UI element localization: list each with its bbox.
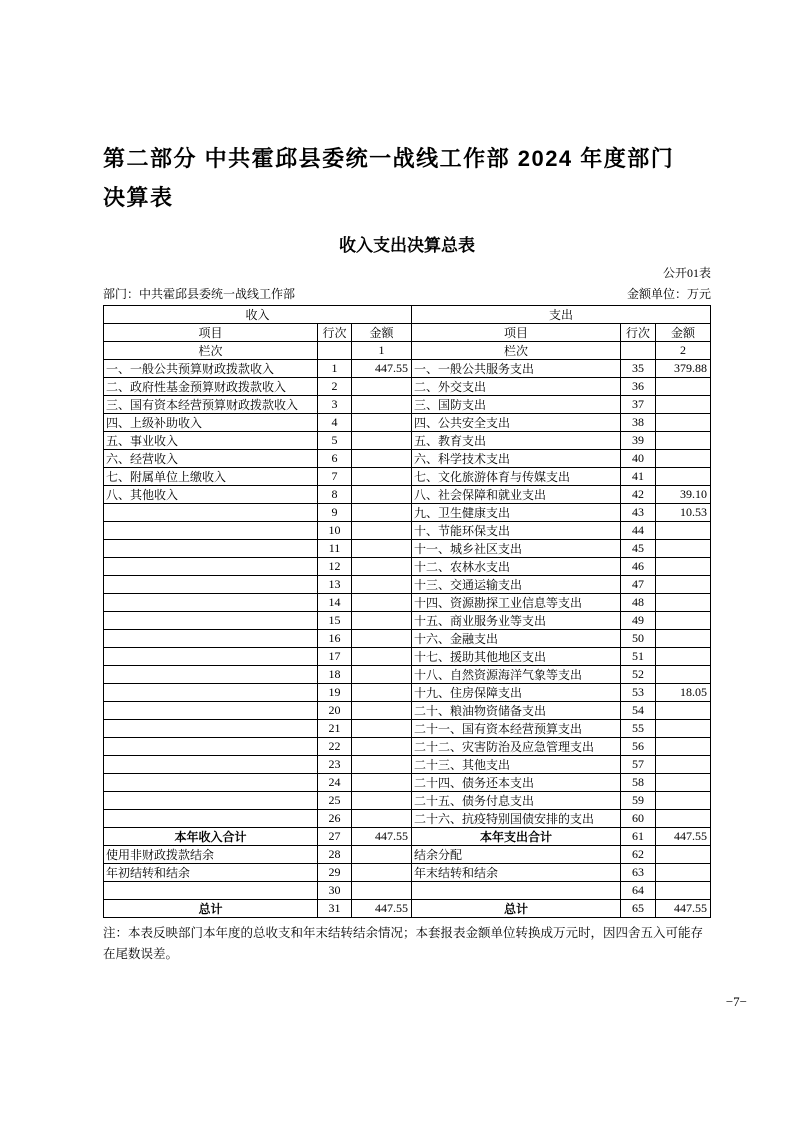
expense-item-cell: 五、教育支出 <box>412 432 621 450</box>
expense-item-cell: 年末结转和结余 <box>412 864 621 882</box>
expense-line-header: 行次 <box>621 324 656 342</box>
income-column-index: 1 <box>352 342 412 360</box>
income-amount-cell <box>352 756 412 774</box>
expense-line-no-cell: 51 <box>621 648 656 666</box>
expense-amount-cell <box>656 540 711 558</box>
income-line-no-cell: 24 <box>318 774 352 792</box>
income-line-no-cell: 19 <box>318 684 352 702</box>
income-item-cell <box>104 630 318 648</box>
income-item-cell <box>104 522 318 540</box>
table-row <box>104 810 711 828</box>
income-line-no-cell: 1 <box>318 360 352 378</box>
income-item-cell <box>104 756 318 774</box>
expense-line-no-cell: 63 <box>621 864 656 882</box>
income-line-no-cell: 23 <box>318 756 352 774</box>
expense-amount-header: 金额 <box>656 324 711 342</box>
income-line-no-cell: 13 <box>318 576 352 594</box>
income-item-cell <box>104 666 318 684</box>
document-page <box>103 140 711 964</box>
income-amount-cell <box>352 864 412 882</box>
expense-amount-cell <box>656 414 711 432</box>
expense-amount-cell <box>656 576 711 594</box>
lanci-row <box>104 342 711 360</box>
expense-item-cell: 三、国防支出 <box>412 396 621 414</box>
income-item-cell <box>104 882 318 900</box>
expense-line-no-cell: 52 <box>621 666 656 684</box>
expense-line-no-cell: 65 <box>621 900 656 918</box>
table-row <box>104 414 711 432</box>
income-amount-cell <box>352 630 412 648</box>
expense-item-cell: 四、公共安全支出 <box>412 414 621 432</box>
expense-line-no-cell: 55 <box>621 720 656 738</box>
expense-amount-cell <box>656 522 711 540</box>
income-amount-cell <box>352 468 412 486</box>
income-amount-cell <box>352 396 412 414</box>
table-row <box>104 612 711 630</box>
table-row <box>104 450 711 468</box>
income-item-cell: 总计 <box>104 900 318 918</box>
public-table-label: 公开01表 <box>662 266 711 280</box>
expense-column-index: 2 <box>656 342 711 360</box>
expense-amount-cell <box>656 702 711 720</box>
income-amount-cell: 447.55 <box>352 900 412 918</box>
income-item-cell <box>104 576 318 594</box>
expense-item-cell: 二十一、国有资本经营预算支出 <box>412 720 621 738</box>
income-line-no-cell: 29 <box>318 864 352 882</box>
income-amount-cell: 447.55 <box>352 828 412 846</box>
expense-item-cell: 二十二、灾害防治及应急管理支出 <box>412 738 621 756</box>
expense-line-no-cell: 61 <box>621 828 656 846</box>
income-amount-cell <box>352 378 412 396</box>
table-note: 注：本表反映部门本年度的总收支和年末结转结余情况；本套报表金额单位转换成万元时，因四舍五入可能存在尾数误差。 <box>103 926 704 961</box>
expense-line-no-cell: 44 <box>621 522 656 540</box>
income-line-no-cell: 10 <box>318 522 352 540</box>
income-line-no-cell: 6 <box>318 450 352 468</box>
expense-item-cell: 十一、城乡社区支出 <box>412 540 621 558</box>
expense-amount-cell <box>656 558 711 576</box>
expense-item-cell: 八、社会保障和就业支出 <box>412 486 621 504</box>
income-amount-cell <box>352 504 412 522</box>
income-item-cell <box>104 720 318 738</box>
expense-line-no-cell: 37 <box>621 396 656 414</box>
income-item-cell <box>104 648 318 666</box>
expense-item-cell: 本年支出合计 <box>412 828 621 846</box>
expense-item-cell: 二十六、抗疫特别国债安排的支出 <box>412 810 621 828</box>
income-line-no-cell: 22 <box>318 738 352 756</box>
expense-amount-cell <box>656 432 711 450</box>
expense-amount-cell <box>656 666 711 684</box>
income-line-no-cell: 21 <box>318 720 352 738</box>
table-row <box>104 792 711 810</box>
table-row <box>104 522 711 540</box>
income-item-cell: 使用非财政拨款结余 <box>104 846 318 864</box>
income-item-cell: 八、其他收入 <box>104 486 318 504</box>
income-line-no-cell: 7 <box>318 468 352 486</box>
expense-item-cell: 七、文化旅游体育与传媒支出 <box>412 468 621 486</box>
income-expense-summary-table <box>103 305 711 918</box>
expense-item-cell: 十五、商业服务业等支出 <box>412 612 621 630</box>
table-row <box>104 738 711 756</box>
income-item-cell: 三、国有资本经营预算财政拨款收入 <box>104 396 318 414</box>
expense-amount-cell <box>656 792 711 810</box>
table-row <box>104 684 711 702</box>
table-body <box>104 360 711 918</box>
income-line-no-cell: 3 <box>318 396 352 414</box>
expense-item-cell: 十三、交通运输支出 <box>412 576 621 594</box>
expense-amount-cell <box>656 468 711 486</box>
section-title: 第二部分 中共霍邱县委统一战线工作部 2024 年度部门决算表 <box>103 146 675 210</box>
expense-line-no-cell: 42 <box>621 486 656 504</box>
income-amount-cell <box>352 612 412 630</box>
expense-item-cell: 十、节能环保支出 <box>412 522 621 540</box>
section-header-row <box>104 306 711 324</box>
table-row <box>104 666 711 684</box>
income-amount-cell <box>352 414 412 432</box>
expense-amount-cell <box>656 882 711 900</box>
expense-amount-cell: 39.10 <box>656 486 711 504</box>
income-item-cell: 一、一般公共预算财政拨款收入 <box>104 360 318 378</box>
income-item-header: 项目 <box>104 324 318 342</box>
expense-line-no-cell: 60 <box>621 810 656 828</box>
expense-amount-cell <box>656 450 711 468</box>
expense-item-cell: 二十三、其他支出 <box>412 756 621 774</box>
expense-amount-cell <box>656 756 711 774</box>
income-amount-cell <box>352 432 412 450</box>
income-line-header: 行次 <box>318 324 352 342</box>
income-line-no-cell: 16 <box>318 630 352 648</box>
income-line-no-cell: 4 <box>318 414 352 432</box>
table-row <box>104 648 711 666</box>
expense-line-no-cell: 54 <box>621 702 656 720</box>
income-amount-cell <box>352 450 412 468</box>
income-amount-cell: 447.55 <box>352 360 412 378</box>
expense-item-cell <box>412 882 621 900</box>
income-amount-cell <box>352 522 412 540</box>
income-line-no-cell: 2 <box>318 378 352 396</box>
expense-line-no-cell: 47 <box>621 576 656 594</box>
expense-item-cell: 二十五、债务付息支出 <box>412 792 621 810</box>
income-amount-cell <box>352 882 412 900</box>
expense-line-no-cell: 57 <box>621 756 656 774</box>
expense-section-header: 支出 <box>412 306 711 324</box>
expense-item-cell: 十四、资源勘探工业信息等支出 <box>412 594 621 612</box>
income-amount-cell <box>352 702 412 720</box>
income-amount-cell <box>352 810 412 828</box>
expense-amount-cell <box>656 630 711 648</box>
expense-item-cell: 十八、自然资源海洋气象等支出 <box>412 666 621 684</box>
expense-item-cell: 二十四、债务还本支出 <box>412 774 621 792</box>
income-lanci-label: 栏次 <box>104 342 318 360</box>
income-item-cell <box>104 774 318 792</box>
table-row <box>104 756 711 774</box>
expense-line-no-cell: 36 <box>621 378 656 396</box>
expense-item-cell: 十二、农林水支出 <box>412 558 621 576</box>
table-row <box>104 882 711 900</box>
expense-amount-cell <box>656 378 711 396</box>
expense-item-cell: 二十、粮油物资储备支出 <box>412 702 621 720</box>
income-line-no-cell: 14 <box>318 594 352 612</box>
expense-line-no-cell: 35 <box>621 360 656 378</box>
expense-item-cell: 十六、金融支出 <box>412 630 621 648</box>
expense-line-no-cell: 59 <box>621 792 656 810</box>
income-item-cell <box>104 792 318 810</box>
table-row <box>104 864 711 882</box>
table-row <box>104 846 711 864</box>
table-row <box>104 576 711 594</box>
income-amount-cell <box>352 594 412 612</box>
table-row <box>104 828 711 846</box>
income-line-no-cell: 15 <box>318 612 352 630</box>
table-row <box>104 360 711 378</box>
expense-amount-cell <box>656 810 711 828</box>
income-item-cell: 四、上级补助收入 <box>104 414 318 432</box>
income-item-cell: 二、政府性基金预算财政拨款收入 <box>104 378 318 396</box>
income-line-no-cell: 9 <box>318 504 352 522</box>
income-item-cell <box>104 504 318 522</box>
income-line-no-cell: 28 <box>318 846 352 864</box>
expense-line-no-cell: 50 <box>621 630 656 648</box>
income-line-no-cell: 5 <box>318 432 352 450</box>
expense-line-no-cell: 64 <box>621 882 656 900</box>
table-row <box>104 630 711 648</box>
expense-lanci-spacer <box>621 342 656 360</box>
income-amount-cell <box>352 792 412 810</box>
expense-item-cell: 十九、住房保障支出 <box>412 684 621 702</box>
income-item-cell <box>104 738 318 756</box>
income-amount-cell <box>352 576 412 594</box>
expense-amount-cell: 447.55 <box>656 900 711 918</box>
table-row <box>104 486 711 504</box>
expense-item-header: 项目 <box>412 324 621 342</box>
expense-amount-cell <box>656 612 711 630</box>
income-line-no-cell: 17 <box>318 648 352 666</box>
expense-amount-cell <box>656 864 711 882</box>
income-amount-cell <box>352 558 412 576</box>
income-item-cell <box>104 594 318 612</box>
expense-line-no-cell: 49 <box>621 612 656 630</box>
income-line-no-cell: 31 <box>318 900 352 918</box>
income-item-cell <box>104 540 318 558</box>
income-line-no-cell: 8 <box>318 486 352 504</box>
expense-item-cell: 一、一般公共服务支出 <box>412 360 621 378</box>
income-amount-cell <box>352 648 412 666</box>
expense-amount-cell <box>656 846 711 864</box>
expense-amount-cell <box>656 738 711 756</box>
expense-amount-cell <box>656 396 711 414</box>
income-item-cell <box>104 702 318 720</box>
page-number: −7− <box>725 994 747 1009</box>
income-item-cell: 七、附属单位上缴收入 <box>104 468 318 486</box>
income-item-cell <box>104 612 318 630</box>
table-row <box>104 504 711 522</box>
expense-line-no-cell: 53 <box>621 684 656 702</box>
income-line-no-cell: 11 <box>318 540 352 558</box>
income-line-no-cell: 30 <box>318 882 352 900</box>
expense-item-cell: 二、外交支出 <box>412 378 621 396</box>
expense-line-no-cell: 48 <box>621 594 656 612</box>
income-line-no-cell: 20 <box>318 702 352 720</box>
table-row <box>104 468 711 486</box>
expense-amount-cell: 379.88 <box>656 360 711 378</box>
income-amount-cell <box>352 684 412 702</box>
expense-item-cell: 九、卫生健康支出 <box>412 504 621 522</box>
income-amount-cell <box>352 666 412 684</box>
table-row <box>104 900 711 918</box>
department-label: 部门：中共霍邱县委统一战线工作部 <box>103 287 296 301</box>
expense-amount-cell <box>656 774 711 792</box>
income-lanci-spacer <box>318 342 352 360</box>
income-amount-cell <box>352 720 412 738</box>
income-amount-cell <box>352 486 412 504</box>
income-amount-cell <box>352 774 412 792</box>
expense-line-no-cell: 58 <box>621 774 656 792</box>
column-header-row <box>104 324 711 342</box>
table-row <box>104 702 711 720</box>
expense-amount-cell: 447.55 <box>656 828 711 846</box>
income-item-cell <box>104 558 318 576</box>
income-item-cell: 五、事业收入 <box>104 432 318 450</box>
expense-line-no-cell: 39 <box>621 432 656 450</box>
income-line-no-cell: 25 <box>318 792 352 810</box>
expense-amount-cell: 18.05 <box>656 684 711 702</box>
table-row <box>104 774 711 792</box>
expense-amount-cell <box>656 720 711 738</box>
income-amount-cell <box>352 846 412 864</box>
expense-line-no-cell: 46 <box>621 558 656 576</box>
income-amount-header: 金额 <box>352 324 412 342</box>
income-line-no-cell: 18 <box>318 666 352 684</box>
expense-item-cell: 六、科学技术支出 <box>412 450 621 468</box>
income-item-cell <box>104 810 318 828</box>
expense-amount-cell <box>656 594 711 612</box>
income-amount-cell <box>352 738 412 756</box>
income-item-cell: 六、经营收入 <box>104 450 318 468</box>
table-row <box>104 594 711 612</box>
expense-amount-cell <box>656 648 711 666</box>
income-section-header: 收入 <box>104 306 412 324</box>
income-line-no-cell: 26 <box>318 810 352 828</box>
expense-amount-cell: 10.53 <box>656 504 711 522</box>
expense-line-no-cell: 41 <box>621 468 656 486</box>
table-row <box>104 396 711 414</box>
table-meta-row <box>103 285 711 302</box>
expense-line-no-cell: 62 <box>621 846 656 864</box>
income-item-cell: 本年收入合计 <box>104 828 318 846</box>
expense-item-cell: 十七、援助其他地区支出 <box>412 648 621 666</box>
income-line-no-cell: 27 <box>318 828 352 846</box>
table-title: 收入支出决算总表 <box>339 236 475 255</box>
expense-line-no-cell: 56 <box>621 738 656 756</box>
table-row <box>104 378 711 396</box>
unit-label: 金额单位：万元 <box>626 287 711 301</box>
income-line-no-cell: 12 <box>318 558 352 576</box>
expense-lanci-label: 栏次 <box>412 342 621 360</box>
table-row <box>104 432 711 450</box>
income-item-cell: 年初结转和结余 <box>104 864 318 882</box>
expense-item-cell: 结余分配 <box>412 846 621 864</box>
income-item-cell <box>104 684 318 702</box>
expense-line-no-cell: 38 <box>621 414 656 432</box>
income-amount-cell <box>352 540 412 558</box>
table-row <box>104 540 711 558</box>
expense-line-no-cell: 43 <box>621 504 656 522</box>
table-row <box>104 558 711 576</box>
expense-item-cell: 总计 <box>412 900 621 918</box>
table-row <box>104 720 711 738</box>
expense-line-no-cell: 45 <box>621 540 656 558</box>
expense-line-no-cell: 40 <box>621 450 656 468</box>
